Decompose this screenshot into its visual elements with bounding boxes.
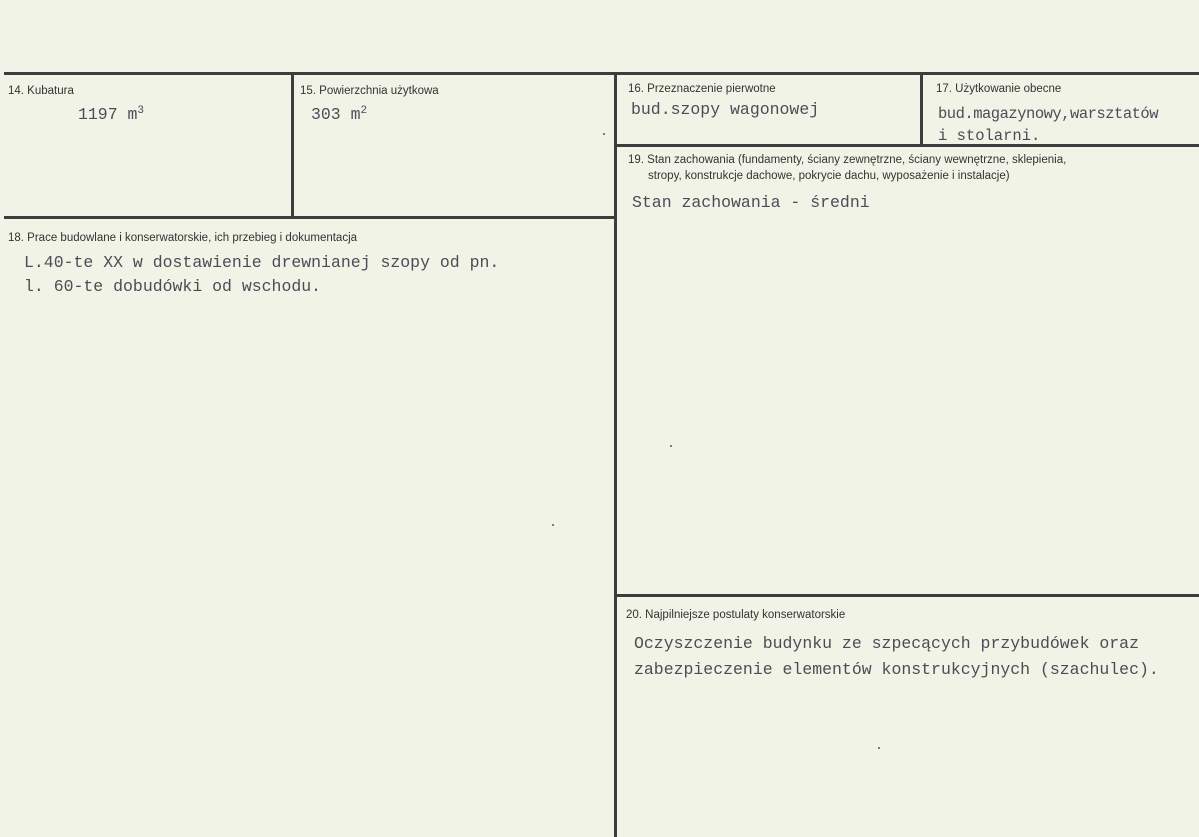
field-18-value-line1: L.40-te XX w dostawienie drewnianej szopy od pn. xyxy=(24,253,500,272)
top-border-line xyxy=(4,72,1199,75)
paper-speck xyxy=(670,445,672,447)
field-14-value: 1197 $m^3$ xyxy=(78,105,145,124)
divider-15-16 xyxy=(614,72,617,837)
field-17-value-line2: i stolarni. xyxy=(938,127,1041,145)
divider-row16-row19 xyxy=(614,144,1199,147)
divider-row19-row20 xyxy=(614,594,1199,597)
divider-row14-row18 xyxy=(4,216,617,219)
field-20-value-line2: zabezpieczenie elementów konstrukcyjnych (szachulec). xyxy=(634,660,1159,679)
divider-14-15 xyxy=(291,72,294,219)
field-16-value: bud.szopy wagonowej xyxy=(631,100,820,119)
field-16-label: 16. Przeznaczenie pierwotne xyxy=(628,83,776,95)
field-17-label: 17. Użytkowanie obecne xyxy=(936,83,1062,95)
field-20-label: 20. Najpilniejsze postulaty konserwatorskie xyxy=(626,609,846,621)
field-14-label: 14. Kubatura xyxy=(8,85,74,97)
field-19-label-line1: 19. Stan zachowania (fundamenty, ściany zewnętrzne, ściany wewnętrzne, sklepienia, xyxy=(628,154,1067,166)
paper-speck xyxy=(603,133,605,135)
field-18-label: 18. Prace budowlane i konserwatorskie, ich przebieg i dokumentacja xyxy=(8,232,358,244)
divider-16-17 xyxy=(920,72,923,146)
field-15-exponent: 2 xyxy=(360,105,368,117)
field-20-value-line1: Oczyszczenie budynku ze szpecących przybudówek oraz xyxy=(634,634,1139,653)
field-19-value: Stan zachowania - średni xyxy=(632,193,870,212)
field-15-value: 303 $m^2$ xyxy=(311,105,368,124)
field-19-label-line2: stropy, konstrukcje dachowe, pokrycie dachu, wyposażenie i instalacje) xyxy=(648,170,1010,182)
field-14-exponent: 3 xyxy=(137,105,145,117)
paper-speck xyxy=(552,524,554,526)
paper-speck xyxy=(878,747,880,749)
field-17-value-line1: bud.magazynowy,warsztatów xyxy=(938,105,1159,123)
field-18-value-line2: l. 60-te dobudówki od wschodu. xyxy=(24,277,322,296)
field-15-label: 15. Powierzchnia użytkowa xyxy=(300,85,439,97)
